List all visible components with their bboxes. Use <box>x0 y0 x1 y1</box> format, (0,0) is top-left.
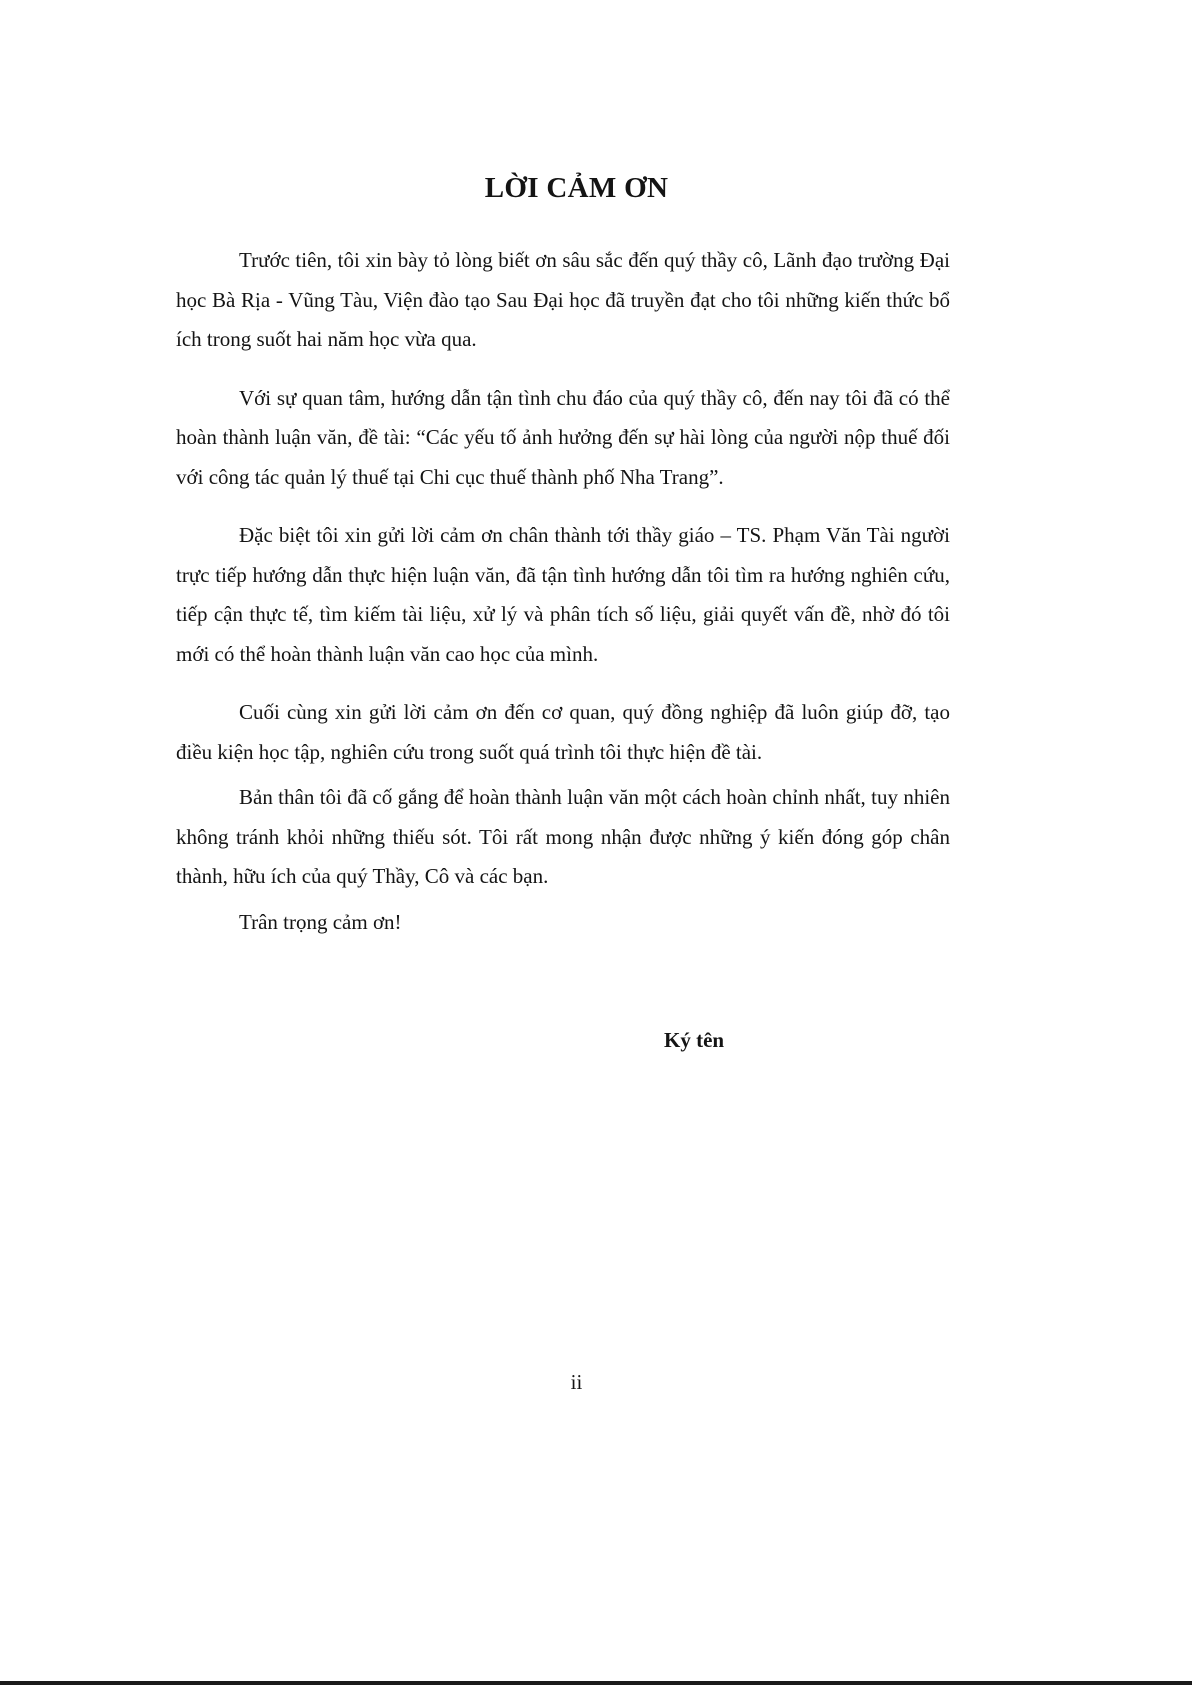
paragraph-5: Bản thân tôi đã cố gắng để hoàn thành luận văn một cách hoàn chỉnh nhất, tuy nhiên không tránh khỏi những thiếu sót. Tôi rất mong nhận được những ý kiến đóng góp chân thành, hữu ích của quý Thầy, Cô và các bạn. <box>176 785 950 888</box>
page-title: LỜI CẢM ƠN <box>484 172 669 204</box>
acknowledgement-body <box>176 241 950 942</box>
paragraph-3: Đặc biệt tôi xin gửi lời cảm ơn chân thành tới thầy giáo – TS. Phạm Văn Tài người trực tiếp hướng dẫn thực hiện luận văn, đã tận tình hướng dẫn tôi tìm ra hướng nghiên cứu, tiếp cận thực tế, tìm kiếm tài liệu, xử lý và phân tích số liệu, giải quyết vấn đề, nhờ đó tôi mới có thể hoàn thành luận văn cao học của mình. <box>176 523 950 666</box>
paragraph-1: Trước tiên, tôi xin bày tỏ lòng biết ơn sâu sắc đến quý thầy cô, Lãnh đạo trường Đại học Bà Rịa - Vũng Tàu, Viện đào tạo Sau Đại học đã truyền đạt cho tôi những kiến thức bổ ích trong suốt hai năm học vừa qua. <box>176 248 950 351</box>
bottom-edge-divider <box>0 1681 1192 1685</box>
paragraph-4: Cuối cùng xin gửi lời cảm ơn đến cơ quan, quý đồng nghiệp đã luôn giúp đỡ, tạo điều kiện học tập, nghiên cứu trong suốt quá trình tôi thực hiện đề tài. <box>176 700 950 764</box>
paragraph-2: Với sự quan tâm, hướng dẫn tận tình chu đáo của quý thầy cô, đến nay tôi đã có thể hoàn thành luận văn, đề tài: “Các yếu tố ảnh hưởng đến sự hài lòng của người nộp thuế đối với công tác quản lý thuế tại Chi cục thuế thành phố Nha Trang”. <box>176 385 950 489</box>
page-number: ii <box>570 1370 583 1394</box>
signature-label: Ký tên <box>664 1028 725 1052</box>
closing-line: Trân trọng cảm ơn! <box>239 909 402 934</box>
